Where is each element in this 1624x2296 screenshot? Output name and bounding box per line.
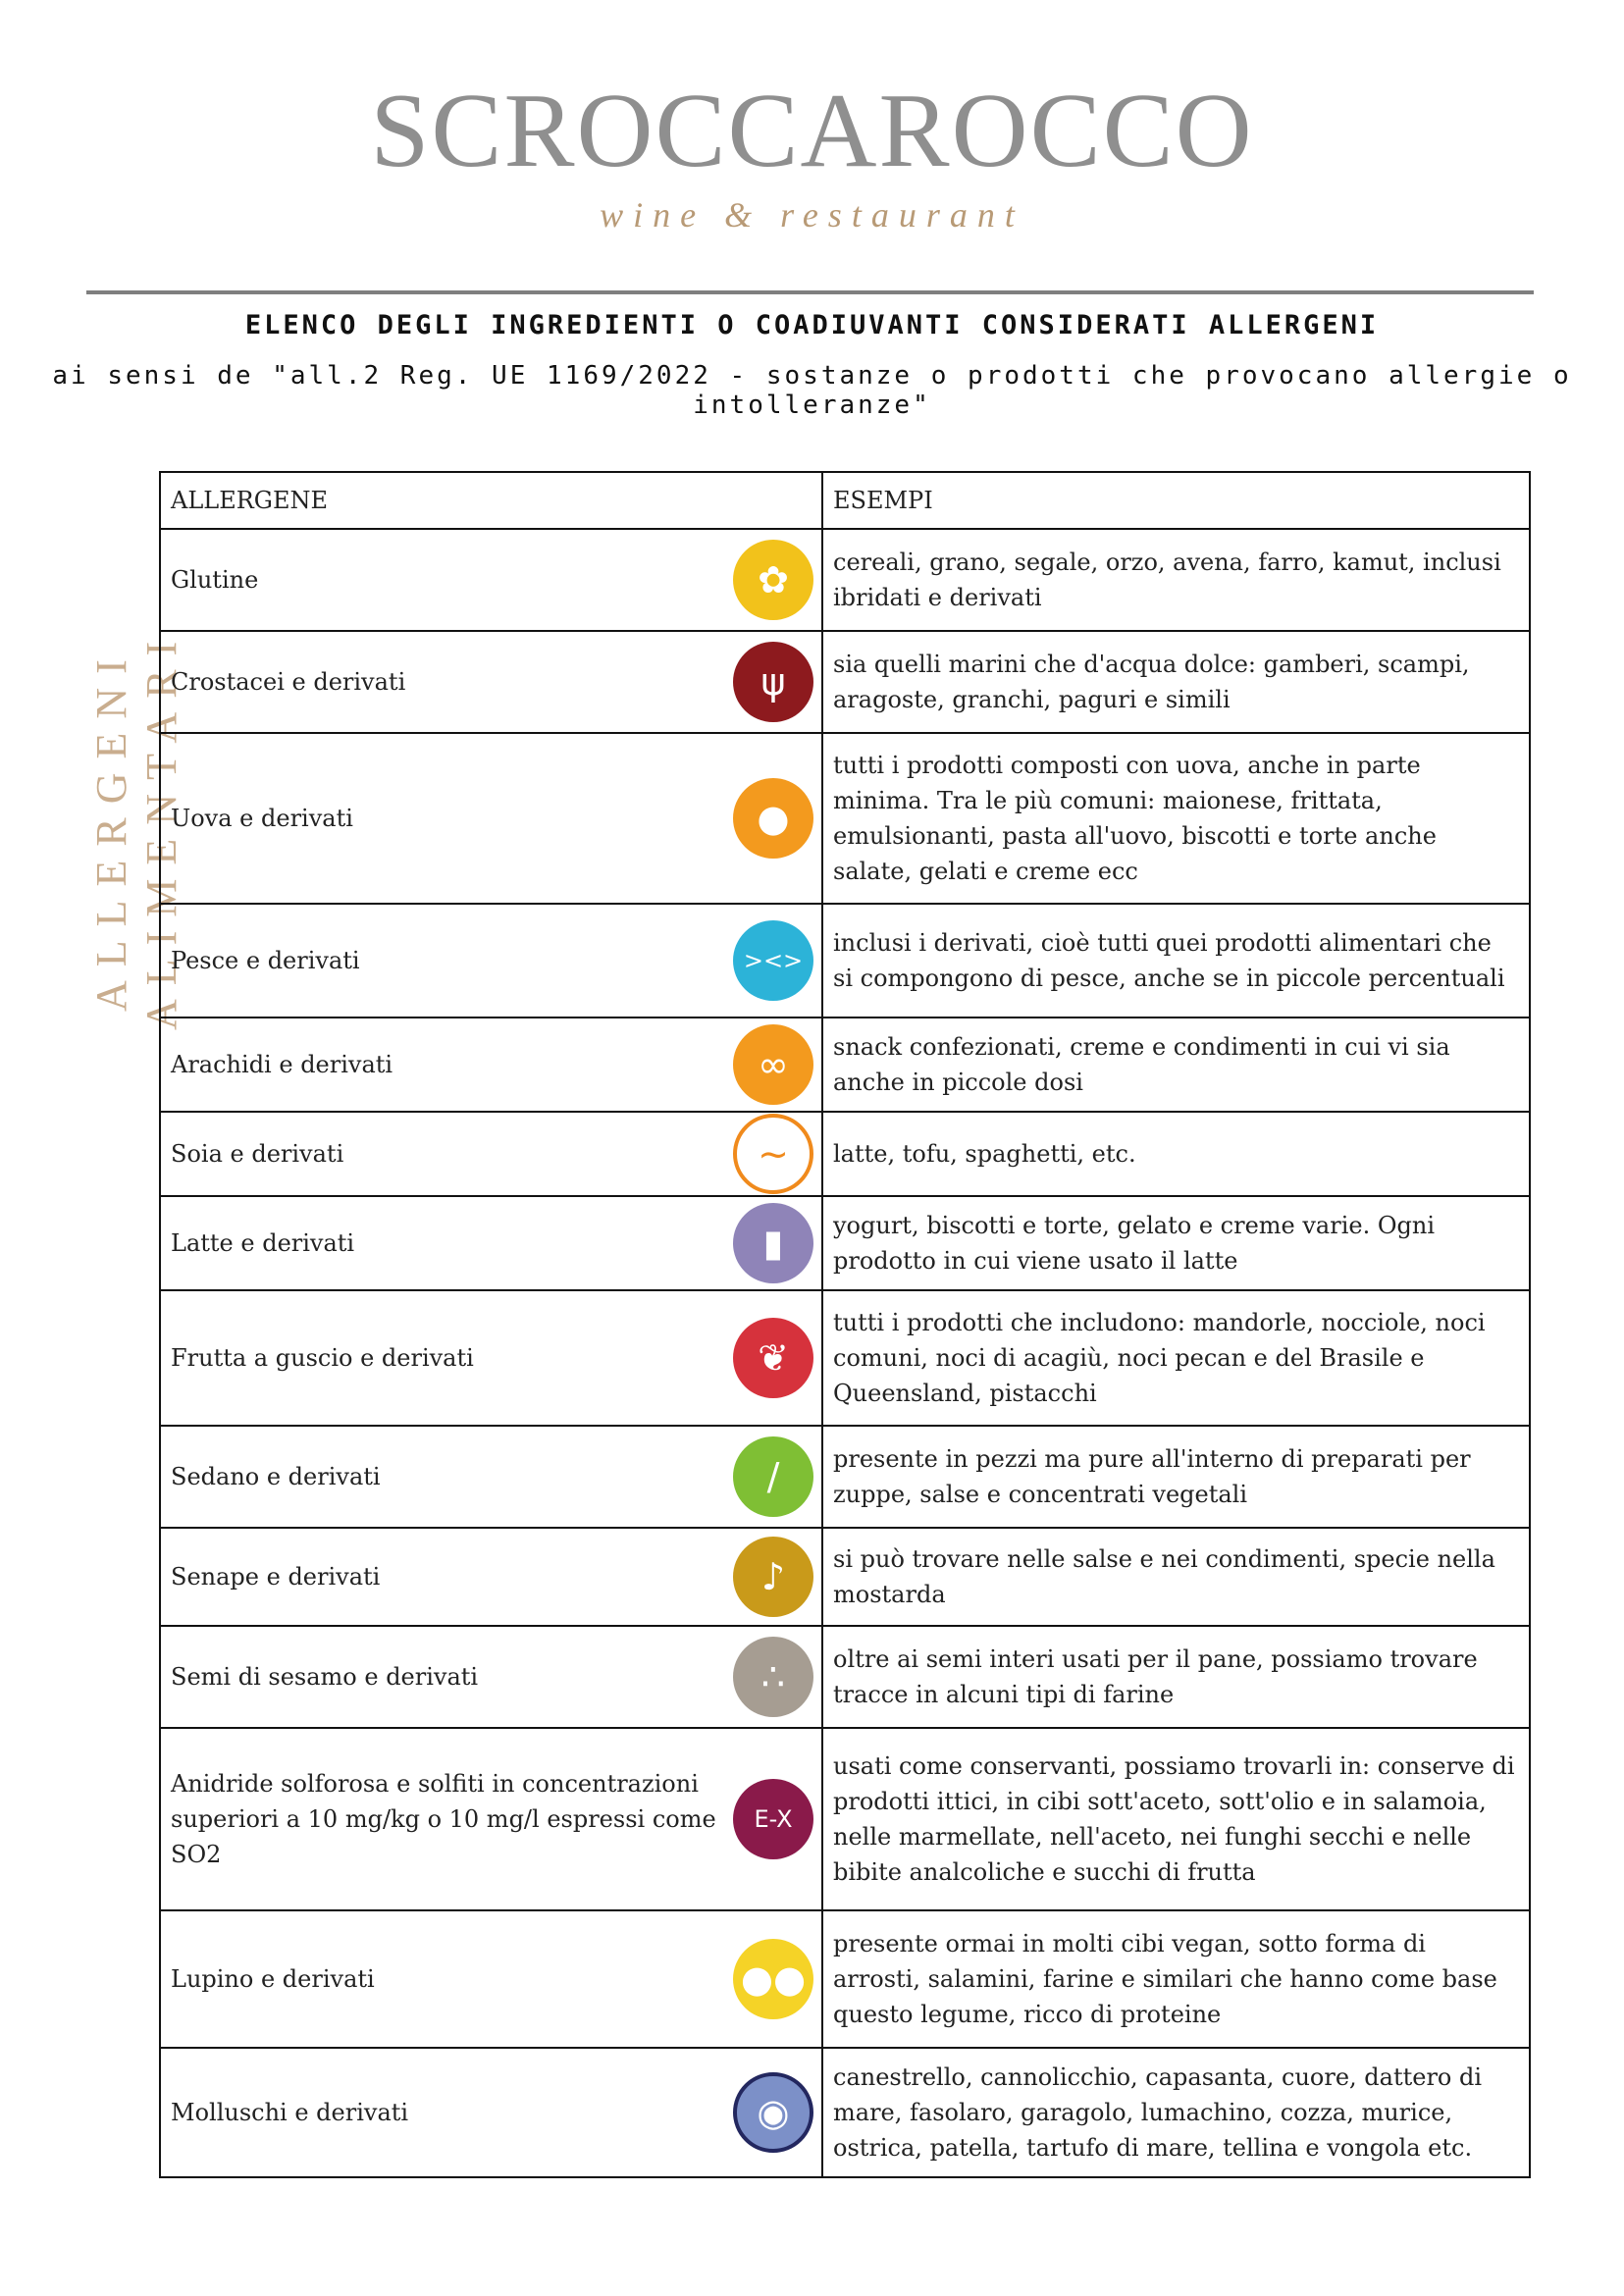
table-row [160, 1910, 1530, 2048]
example-cell: yogurt, biscotti e torte, gelato e creme varie. Ogni prodotto in cui viene usato il latte [822, 1196, 1530, 1290]
page-subtitle: ai sensi de "all.2 Reg. UE 1169/2022 - sostanze o prodotti che provocano allergie o intolleranze" [52, 361, 1572, 420]
nut-icon: ❦ [733, 1318, 813, 1398]
allergen-cell [160, 1728, 822, 1910]
allergen-cell [160, 631, 822, 733]
allergen-cell [160, 1528, 822, 1626]
lupin-icon: ●● [733, 1939, 813, 2019]
fish-icon: ><> [733, 920, 813, 1001]
table-row [160, 1426, 1530, 1528]
allergen-name: Lupino e derivati [171, 1965, 375, 1993]
example-cell: usati come conservanti, possiamo trovarli in: conserve di prodotti ittici, in cibi sott'aceto, sott'olio e in salamoia, nelle marmellate, nell'aceto, nei funghi secchi e nelle bibite analcoliche e succhi di frutta [822, 1728, 1530, 1910]
allergen-name: Semi di sesamo e derivati [171, 1663, 479, 1691]
allergen-cell [160, 1196, 822, 1290]
restaurant-tagline: wine & restaurant [600, 195, 1024, 235]
allergen-cell [160, 529, 822, 631]
example-cell: snack confezionati, creme e condimenti in cui vi sia anche in piccole dosi [822, 1018, 1530, 1112]
table-row [160, 1728, 1530, 1910]
example-cell: oltre ai semi interi usati per il pane, possiamo trovare tracce in alcuni tipi di farine [822, 1626, 1530, 1728]
restaurant-logo: SCROCCAROCCO [370, 73, 1254, 189]
allergen-name: Pesce e derivati [171, 947, 360, 974]
milk-icon: ▮ [733, 1203, 813, 1283]
table-row [160, 1018, 1530, 1112]
example-cell: si può trovare nelle salse e nei condimenti, specie nella mostarda [822, 1528, 1530, 1626]
allergen-name: Molluschi e derivati [171, 2099, 409, 2126]
allergen-cell [160, 733, 822, 904]
allergen-name: Glutine [171, 566, 259, 594]
allergen-table [159, 471, 1531, 2178]
table-row [160, 904, 1530, 1018]
example-cell: latte, tofu, spaghetti, etc. [822, 1112, 1530, 1196]
page-title: ELENCO DEGLI INGREDIENTI O COADIUVANTI CONSIDERATI ALLERGENI [244, 310, 1380, 340]
table-row [160, 1196, 1530, 1290]
allergen-name: Anidride solforosa e solfiti in concentrazioni superiori a 10 mg/kg o 10 mg/l espressi come SO2 [171, 1770, 716, 1868]
table-header-row [160, 472, 1530, 529]
allergen-name: Latte e derivati [171, 1229, 355, 1257]
allergen-cell [160, 1112, 822, 1196]
celery-icon: / [733, 1436, 813, 1517]
allergen-cell [160, 1290, 822, 1426]
allergen-cell [160, 1018, 822, 1112]
allergen-cell [160, 904, 822, 1018]
example-cell: presente in pezzi ma pure all'interno di preparati per zuppe, salse e concentrati vegetali [822, 1426, 1530, 1528]
allergen-name: Frutta a guscio e derivati [171, 1344, 474, 1372]
allergen-cell [160, 1910, 822, 2048]
header-divider [86, 290, 1534, 294]
allergen-cell [160, 1626, 822, 1728]
table-row [160, 1626, 1530, 1728]
peanut-icon: ∞ [733, 1024, 813, 1105]
example-cell: presente ormai in molti cibi vegan, sotto forma di arrosti, salamini, farine e similari che hanno come base questo legume, ricco di proteine [822, 1910, 1530, 2048]
wheat-icon: ✿ [733, 540, 813, 620]
example-cell: cereali, grano, segale, orzo, avena, farro, kamut, inclusi ibridati e derivati [822, 529, 1530, 631]
table-row [160, 631, 1530, 733]
allergen-name: Uova e derivati [171, 805, 353, 832]
example-cell: inclusi i derivati, cioè tutti quei prodotti alimentari che si compongono di pesce, anche se in piccole percentuali [822, 904, 1530, 1018]
table-row [160, 1528, 1530, 1626]
example-cell: tutti i prodotti composti con uova, anche in parte minima. Tra le più comuni: maionese, frittata, emulsionanti, pasta all'uovo, biscotti e torte anche salate, gelati e creme ecc [822, 733, 1530, 904]
eggs-icon: ● [733, 778, 813, 859]
column-header-allergene: ALLERGENE [160, 472, 822, 529]
allergen-name: Arachidi e derivati [171, 1051, 393, 1078]
example-cell: tutti i prodotti che includono: mandorle, nocciole, noci comuni, noci di acagiù, noci pecan e del Brasile e Queensland, pistacchi [822, 1290, 1530, 1426]
side-label: ALLERGENI ALIMENTARI [87, 627, 185, 1031]
allergen-cell [160, 1426, 822, 1528]
table-body [160, 529, 1530, 2177]
example-cell: sia quelli marini che d'acqua dolce: gamberi, scampi, aragoste, granchi, paguri e simili [822, 631, 1530, 733]
table-row [160, 529, 1530, 631]
allergen-name: Senape e derivati [171, 1563, 381, 1591]
allergen-cell [160, 2048, 822, 2177]
column-header-esempi: ESEMPI [822, 472, 1530, 529]
allergen-name: Soia e derivati [171, 1140, 344, 1168]
mustard-icon: ♪ [733, 1537, 813, 1617]
table-row [160, 1112, 1530, 1196]
table-row [160, 1290, 1530, 1426]
sulphite-icon: E-X [733, 1779, 813, 1859]
allergen-name: Sedano e derivati [171, 1463, 381, 1490]
example-cell: canestrello, cannolicchio, capasanta, cuore, dattero di mare, fasolaro, garagolo, lumachino, cozza, murice, ostrica, patella, tartufo di mare, tellina e vongola etc. [822, 2048, 1530, 2177]
table-row [160, 2048, 1530, 2177]
table-row [160, 733, 1530, 904]
soy-icon: ~ [733, 1114, 813, 1194]
sesame-icon: ∴ [733, 1637, 813, 1717]
lobster-icon: ψ [733, 642, 813, 722]
allergen-name: Crostacei e derivati [171, 668, 406, 696]
shell-icon: ◉ [733, 2072, 813, 2153]
